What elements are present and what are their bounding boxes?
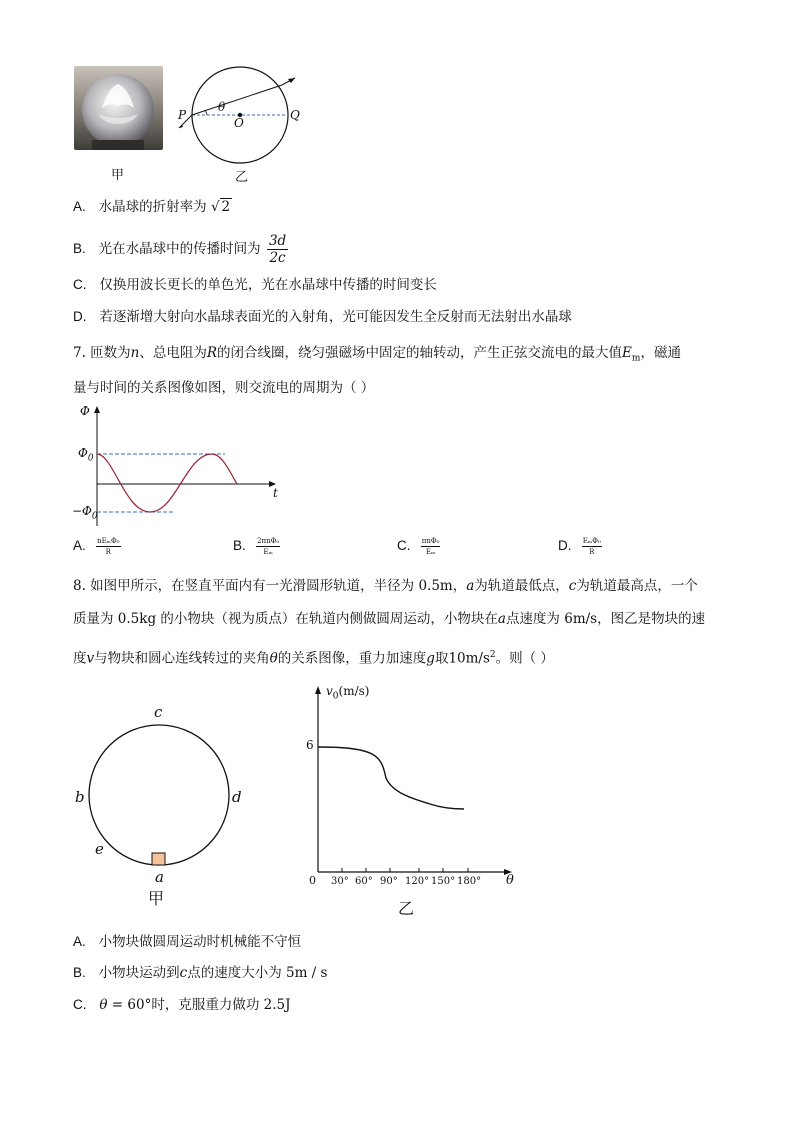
point-a-label: a — [155, 868, 164, 886]
q8-stem-line3: 度v与物块和圆心连线转过的夹角θ的关系图像，重力加速度g取$10m/s^2$。则（ ） — [73, 650, 554, 667]
small-block — [152, 853, 165, 865]
phi0-label: $\Phi_0$ — [78, 446, 94, 464]
q6-option-c: C. 仅换用波长更长的单色光，光在水晶球中传播的时间变长 — [73, 277, 437, 293]
label-P: P — [178, 108, 187, 122]
q7-option-c: C. $\frac{\text{πnΦ₀}}{\text{Eₘ}}$ — [397, 537, 440, 556]
flux-time-graph — [70, 404, 290, 530]
q6-option-d: D. 若逐渐增大射向水晶球表面光的入射角，光可能因发生全反射而无法射出水晶球 — [73, 309, 572, 325]
q8-option-c: C. θ = 60°时，克服重力做功 2.5J — [73, 997, 291, 1013]
q6-option-b: B. 光在水晶球中的传播时间为 $\frac{3d}{2c}$ — [73, 233, 287, 266]
figure-label-jia-8: 甲 — [148, 889, 165, 908]
neg-phi0-label: $-\Phi_0$ — [72, 504, 98, 522]
circular-track — [89, 725, 229, 865]
label-theta: θ — [218, 100, 226, 114]
point-c-label: c — [154, 703, 163, 721]
point-d-label: d — [232, 788, 242, 806]
crystal-ball-photo-image — [74, 66, 163, 150]
velocity-angle-graph — [300, 680, 520, 880]
figure-label-yi: 乙 — [235, 170, 249, 185]
v-tick-6: 6 — [306, 738, 314, 752]
q8-option-a: A. 小物块做圆周运动时机械能不守恒 — [73, 934, 302, 950]
q7-stem-line1: 7. 匝数为n、总电阻为R的闭合线圈，绕匀强磁场中固定的轴转动，产生正弦交流电的最大值$E_m$，磁通 — [73, 345, 681, 364]
theta-tick-150: 150° — [431, 876, 456, 887]
point-e-label: e — [95, 840, 104, 858]
label-O: O — [234, 116, 244, 130]
theta-tick-30: 30° — [331, 876, 349, 887]
velocity-curve — [318, 747, 464, 809]
origin-label: 0 — [309, 874, 316, 887]
figure-label-jia: 甲 — [111, 168, 125, 183]
circular-track-diagram — [82, 718, 242, 868]
figure-label-yi-8: 乙 — [398, 899, 415, 918]
t-axis-label: t — [273, 486, 278, 500]
q7-option-d: D. $\frac{\text{EₘΦ₀}}{R}$ — [558, 537, 601, 556]
flux-sine-curve — [97, 454, 237, 512]
q7-option-b: B. $\frac{\text{2πnΦ₀}}{\text{Eₘ}}$ — [233, 537, 280, 556]
label-Q: Q — [290, 108, 300, 122]
v0-axis-label: $v_0(m/s)$ — [326, 684, 370, 702]
q8-stem-line2: 质量为 0.5kg 的小物块（视为质点）在轨道内侧做圆周运动，小物块在a点速度为 6m/s，图乙是物块的速 — [73, 611, 706, 627]
q6-option-a: A. 水晶球的折射率为 √ 2 — [73, 199, 231, 215]
q8-stem-line1: 8. 如图甲所示，在竖直平面内有一光滑圆形轨道，半径为 0.5m，a为轨道最低点，c为轨道最高点，一个 — [73, 578, 698, 594]
crystal-ball-photo — [74, 66, 163, 150]
point-b-label: b — [75, 788, 85, 806]
theta-axis-label: θ — [506, 873, 514, 888]
q7-option-a: A. $\frac{\text{nEₘΦ₀}}{R}$ — [73, 537, 120, 556]
theta-tick-90: 90° — [380, 876, 398, 887]
q7-stem-line2: 量与时间的关系图像如图，则交流电的周期为（ ） — [73, 380, 375, 396]
theta-tick-120: 120° — [405, 876, 430, 887]
q8-option-b: B. 小物块运动到c点的速度大小为 5m / s — [73, 965, 328, 981]
theta-tick-60: 60° — [355, 876, 373, 887]
theta-tick-180: 180° — [457, 876, 482, 887]
flux-axis-label: Φ — [80, 404, 90, 418]
